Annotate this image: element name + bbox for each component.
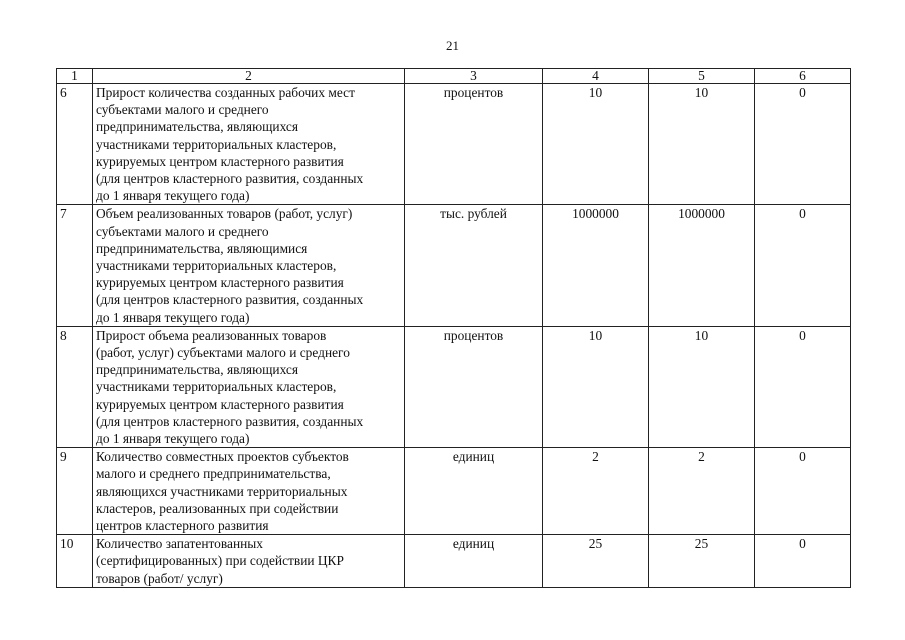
value-cell-5: 10 — [649, 84, 755, 205]
value-cell-5: 2 — [649, 448, 755, 535]
value-cell-6: 0 — [755, 84, 851, 205]
value-cell-6: 0 — [755, 326, 851, 447]
header-cell: 3 — [405, 69, 543, 84]
indicator-name: Объем реализованных товаров (работ, услуг) субъектами малого и среднего предпринимательства, являющимися участниками территориальных кластеров, курируемых центром кластерного развития (для центров кластерного развития, созданных до 1 января текущего года) — [93, 205, 405, 326]
header-cell: 5 — [649, 69, 755, 84]
table-row — [57, 205, 851, 326]
unit-cell: процентов — [405, 326, 543, 447]
indicators-table — [56, 68, 851, 588]
indicator-name: Количество запатентованных (сертифицированных) при содействии ЦКР товаров (работ/ услуг) — [93, 535, 405, 588]
unit-cell: тыс. рублей — [405, 205, 543, 326]
value-cell-4: 25 — [543, 535, 649, 588]
table-row — [57, 535, 851, 588]
value-cell-4: 10 — [543, 326, 649, 447]
unit-cell: единиц — [405, 448, 543, 535]
table-row — [57, 84, 851, 205]
row-number: 8 — [57, 326, 93, 447]
row-number: 10 — [57, 535, 93, 588]
value-cell-6: 0 — [755, 535, 851, 588]
table-row — [57, 448, 851, 535]
indicator-name: Количество совместных проектов субъектов малого и среднего предпринимательства, являющихся участниками территориальных кластеров, реализованных при содействии центров кластерного развития — [93, 448, 405, 535]
value-cell-6: 0 — [755, 205, 851, 326]
value-cell-4: 1000000 — [543, 205, 649, 326]
value-cell-5: 1000000 — [649, 205, 755, 326]
indicator-name: Прирост объема реализованных товаров (работ, услуг) субъектами малого и среднего предпринимательства, являющихся участниками территориальных кластеров, курируемых центром кластерного развития (для центров кластерного развития, созданных до 1 января текущего года) — [93, 326, 405, 447]
value-cell-5: 10 — [649, 326, 755, 447]
row-number: 9 — [57, 448, 93, 535]
value-cell-6: 0 — [755, 448, 851, 535]
table-header-row — [57, 69, 851, 84]
header-cell: 6 — [755, 69, 851, 84]
row-number: 6 — [57, 84, 93, 205]
header-cell: 2 — [93, 69, 405, 84]
header-cell: 1 — [57, 69, 93, 84]
value-cell-4: 10 — [543, 84, 649, 205]
row-number: 7 — [57, 205, 93, 326]
unit-cell: единиц — [405, 535, 543, 588]
unit-cell: процентов — [405, 84, 543, 205]
value-cell-4: 2 — [543, 448, 649, 535]
table-row — [57, 326, 851, 447]
page-number: 21 — [446, 38, 459, 53]
indicator-name: Прирост количества созданных рабочих мест субъектами малого и среднего предпринимательства, являющихся участниками территориальных кластеров, курируемых центром кластерного развития (для центров кластерного развития, созданных до 1 января текущего года) — [93, 84, 405, 205]
header-cell: 4 — [543, 69, 649, 84]
value-cell-5: 25 — [649, 535, 755, 588]
